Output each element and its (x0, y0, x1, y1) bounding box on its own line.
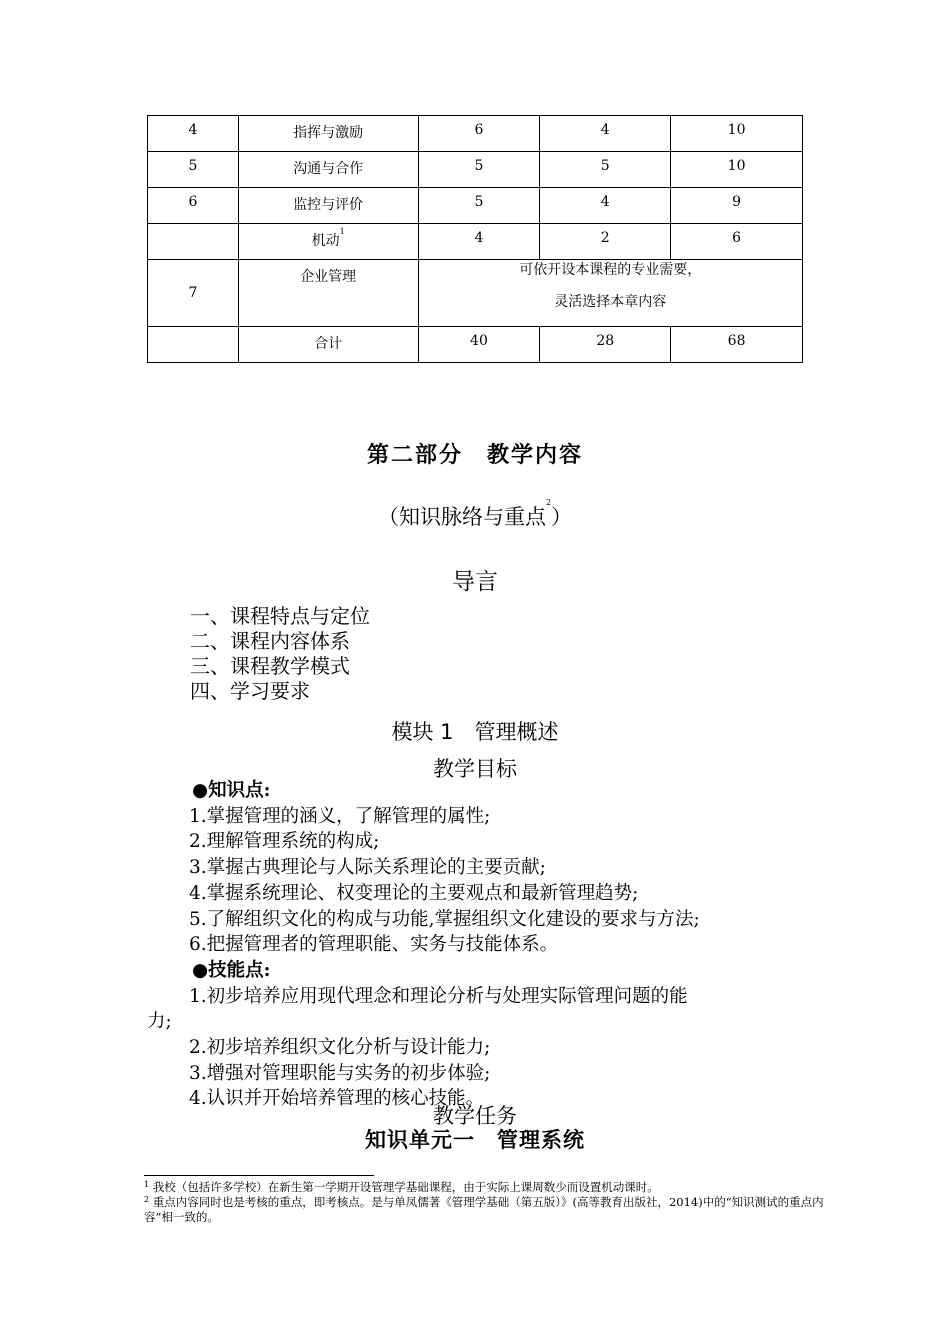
outline-item: 二、课程内容体系 (190, 629, 350, 653)
footnote-text: 重点内容同时也是考核的重点，即考核点。是与单凤儒著《管理学基础（第五版）》(高等教育出版社，2014)中的“知识测试的重点内容”相一致的。 (144, 1195, 824, 1224)
row-name-text: 机动 (311, 233, 340, 249)
table-row (148, 260, 803, 327)
intro-title: 导言 (452, 569, 498, 595)
unit-title: 知识单元一 管理系统 (365, 1127, 585, 1152)
row-theory-hours: 5 (418, 152, 540, 188)
row-no: 7 (148, 260, 239, 327)
footnote-number: 2 (144, 1195, 150, 1204)
row-total-hours: 10 (671, 116, 803, 152)
task-title: 教学任务 (433, 1104, 517, 1128)
outline-item: 一、课程特点与定位 (190, 604, 370, 628)
row-practice-hours: 4 (540, 188, 671, 224)
table-row (148, 224, 803, 260)
table-row (148, 188, 803, 224)
outline-item: 三、课程教学模式 (190, 654, 350, 678)
row-no: 6 (148, 188, 239, 224)
footnote-ref-1: 1 (339, 227, 345, 236)
row-no (148, 327, 239, 363)
row-note (418, 260, 802, 327)
subtitle (0, 498, 950, 531)
skill-item: 4.认识并开始培养管理的核心技能。 (189, 1088, 485, 1110)
row-practice-hours: 28 (540, 327, 671, 363)
note-line: 可依开设本课程的专业需要， (519, 262, 702, 278)
row-total-hours: 6 (671, 224, 803, 260)
objectives (0, 778, 950, 1112)
goal-title: 教学目标 (433, 757, 517, 781)
knowledge-item: 5.了解组织文化的构成与功能,掌握组织文化建设的要求与方法; (189, 908, 700, 930)
row-name: 监控与评价 (238, 188, 418, 224)
skill-item: 3.增强对管理职能与实务的初步体验; (189, 1062, 491, 1084)
knowledge-item: 1.掌握管理的涵义，了解管理的属性; (189, 805, 491, 827)
row-theory-hours: 5 (418, 188, 540, 224)
skill-header: ●技能点: (192, 959, 271, 981)
outline-list (190, 604, 370, 704)
row-name (238, 224, 418, 260)
row-total-hours: 10 (671, 152, 803, 188)
outline-item: 四、学习要求 (190, 679, 310, 703)
skill-item-continuation: 力; (147, 1011, 172, 1033)
row-name: 指挥与激励 (238, 116, 418, 152)
footnotes (144, 1180, 824, 1225)
footnote-text: 我校（包括许多学校）在新生第一学期开设管理学基础课程，由于实际上课周数少而设置机动课时。 (149, 1180, 659, 1194)
row-practice-hours: 2 (540, 224, 671, 260)
row-practice-hours: 4 (540, 116, 671, 152)
row-theory-hours: 6 (418, 116, 540, 152)
footnote-2 (144, 1195, 824, 1225)
row-total-hours: 9 (671, 188, 803, 224)
knowledge-item: 2.理解管理系统的构成; (189, 831, 380, 853)
footnote-1 (144, 1180, 824, 1195)
knowledge-header: ●知识点: (192, 780, 271, 801)
module-title: 模块 1 管理概述 (391, 720, 559, 744)
subtitle-close: ） (551, 505, 573, 529)
note-line: 灵活选择本章内容 (554, 294, 667, 310)
table-row (148, 152, 803, 188)
row-total-hours: 68 (671, 327, 803, 363)
row-no: 5 (148, 152, 239, 188)
table-row (148, 327, 803, 363)
footnote-number: 1 (144, 1180, 150, 1189)
subtitle-text: （知识脉络与重点 (377, 505, 546, 529)
row-name: 企业管理 (238, 260, 418, 327)
knowledge-item: 4.掌握系统理论、权变理论的主要观点和最新管理趋势; (189, 882, 639, 904)
row-practice-hours: 5 (540, 152, 671, 188)
row-theory-hours: 40 (418, 327, 540, 363)
row-name: 沟通与合作 (238, 152, 418, 188)
row-theory-hours: 4 (418, 224, 540, 260)
knowledge-item: 3.掌握古典理论与人际关系理论的主要贡献; (189, 857, 546, 879)
knowledge-item: 6.把握管理者的管理职能、实务与技能体系。 (189, 934, 559, 956)
skill-item: 1.初步培养应用现代理念和理论分析与处理实际管理问题的能 (189, 985, 688, 1007)
hours-table (147, 115, 803, 363)
footnote-ref-2: 2 (545, 498, 552, 507)
row-no: 4 (148, 116, 239, 152)
row-name: 合计 (238, 327, 418, 363)
part-title: 第二部分 教学内容 (366, 442, 583, 468)
row-no (148, 224, 239, 260)
table-row (148, 116, 803, 152)
skill-item: 2.初步培养组织文化分析与设计能力; (189, 1037, 491, 1059)
footnote-divider (144, 1175, 374, 1176)
